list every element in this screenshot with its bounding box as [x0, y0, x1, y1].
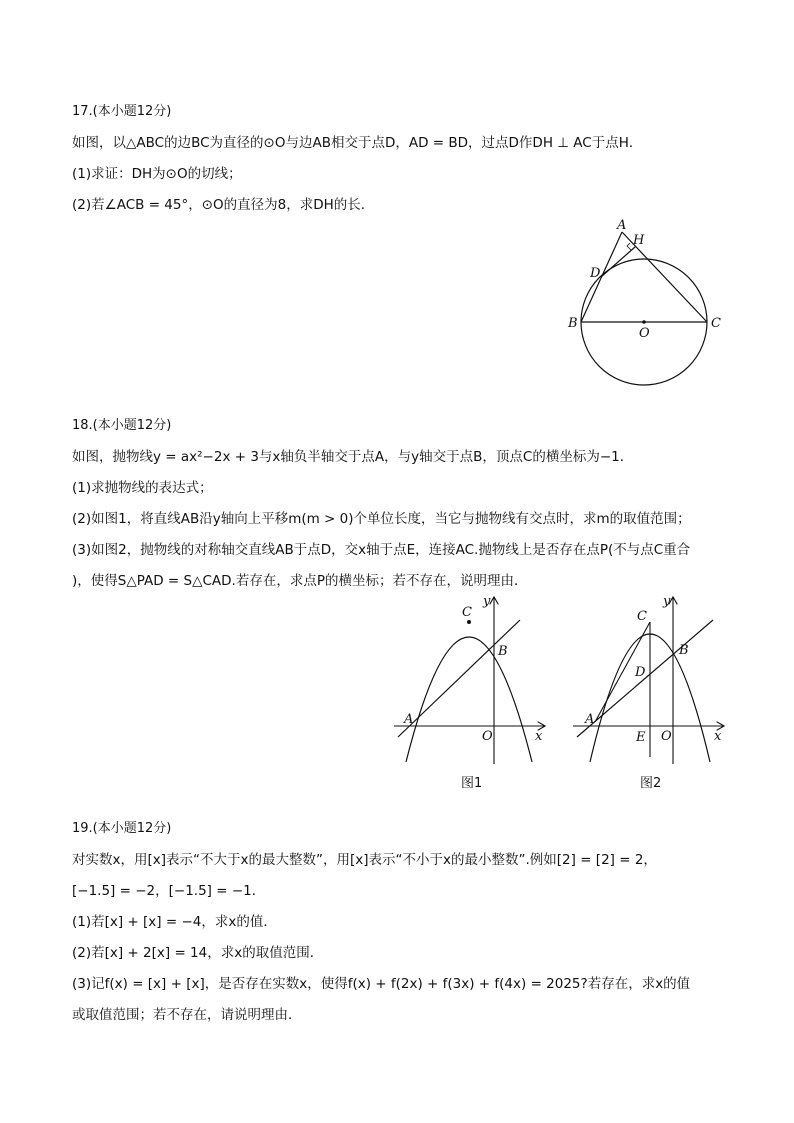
q17-stem: 如图，以△ABC的边BC为直径的⊙O与边AB相交于点D，AD = BD，过点D作DH ⊥ AC于点H．	[72, 135, 643, 151]
fig2-label-b: B	[679, 643, 689, 658]
q19-part2: (2)若[x] + 2[x] = 14，求x的取值范围．	[72, 945, 324, 961]
q18-part3-cont: )，使得S△PAD = S△CAD.若存在，求点P的横坐标；若不存在，说明理由．	[72, 573, 528, 589]
q17-part2: (2)若∠ACB = 45°，⊙O的直径为8，求DH的长．	[72, 197, 375, 213]
fig2-label-d: D	[635, 665, 646, 680]
fig1-caption: 图1	[461, 776, 483, 791]
q19-heading: 19.(本小题12分)	[72, 821, 172, 836]
q18-part3: (3)如图2，抛物线的对称轴交直线AB于点D，交x轴于点E，连接AC.抛物线上是否存在点P(不与点C重合	[72, 542, 691, 558]
q19-part3: (3)记f(x) = [x] + [x]，是否存在实数x，使得f(x) + f(2x) + f(3x) + f(4x) = 2025?若存在，求x的值	[72, 976, 691, 992]
q18-figure-2	[573, 592, 733, 770]
label-d: D	[590, 266, 601, 281]
fig1-label-b: B	[498, 644, 508, 659]
q18-part1: (1)求抛物线的表达式；	[72, 480, 213, 496]
fig1-label-a: A	[404, 712, 414, 727]
line-ab	[398, 620, 520, 737]
q19-part3-cont: 或取值范围；若不存在，请说明理由．	[72, 1007, 302, 1023]
q19-part1: (1)若[x] + [x] = −4，求x的值．	[72, 914, 277, 930]
fig2-label-y: y	[663, 594, 671, 609]
fig2-label-c: C	[637, 609, 647, 624]
fig1-label-x: x	[535, 729, 543, 744]
center-dot	[642, 320, 646, 324]
fig1-label-o: O	[482, 729, 493, 744]
label-a: A	[617, 218, 627, 233]
fig2-caption: 图2	[640, 776, 662, 791]
fig1-label-c: C	[462, 605, 472, 620]
q18-figure-1	[394, 592, 554, 770]
q18-stem: 如图，抛物线y = ax²−2x + 3与x轴负半轴交于点A，与y轴交于点B，顶点C的横坐标为−1．	[72, 449, 634, 465]
label-o: O	[639, 326, 650, 341]
fig2-label-x: x	[714, 729, 722, 744]
parabola	[406, 637, 532, 762]
vertex-dot	[467, 620, 471, 624]
q19-stem: 对实数x，用[x]表示“不大于x的最大整数”，用[x]表示“不小于x的最小整数”.例如[2] = [2] = 2，	[72, 852, 657, 868]
label-c: C	[711, 316, 721, 331]
label-h: H	[633, 233, 645, 248]
fig1-label-y: y	[483, 594, 491, 609]
q18-part2: (2)如图1，将直线AB沿y轴向上平移m(m > 0)个单位长度，当它与抛物线有交点时，求m的取值范围；	[72, 511, 691, 527]
q17-figure	[560, 215, 735, 390]
label-b: B	[568, 316, 578, 331]
fig2-label-a: A	[585, 712, 595, 727]
fig2-label-o: O	[661, 729, 672, 744]
right-angle-mark	[627, 243, 631, 250]
q19-stem-cont: [−1.5] = −2，[−1.5] = −1．	[72, 883, 266, 899]
segment-dh	[601, 247, 635, 277]
q17-heading: 17.(本小题12分)	[72, 104, 172, 119]
q18-heading: 18.(本小题12分)	[72, 418, 172, 433]
fig2-label-e: E	[636, 730, 646, 745]
q17-part1: (1)求证：DH为⊙O的切线；	[72, 166, 242, 182]
